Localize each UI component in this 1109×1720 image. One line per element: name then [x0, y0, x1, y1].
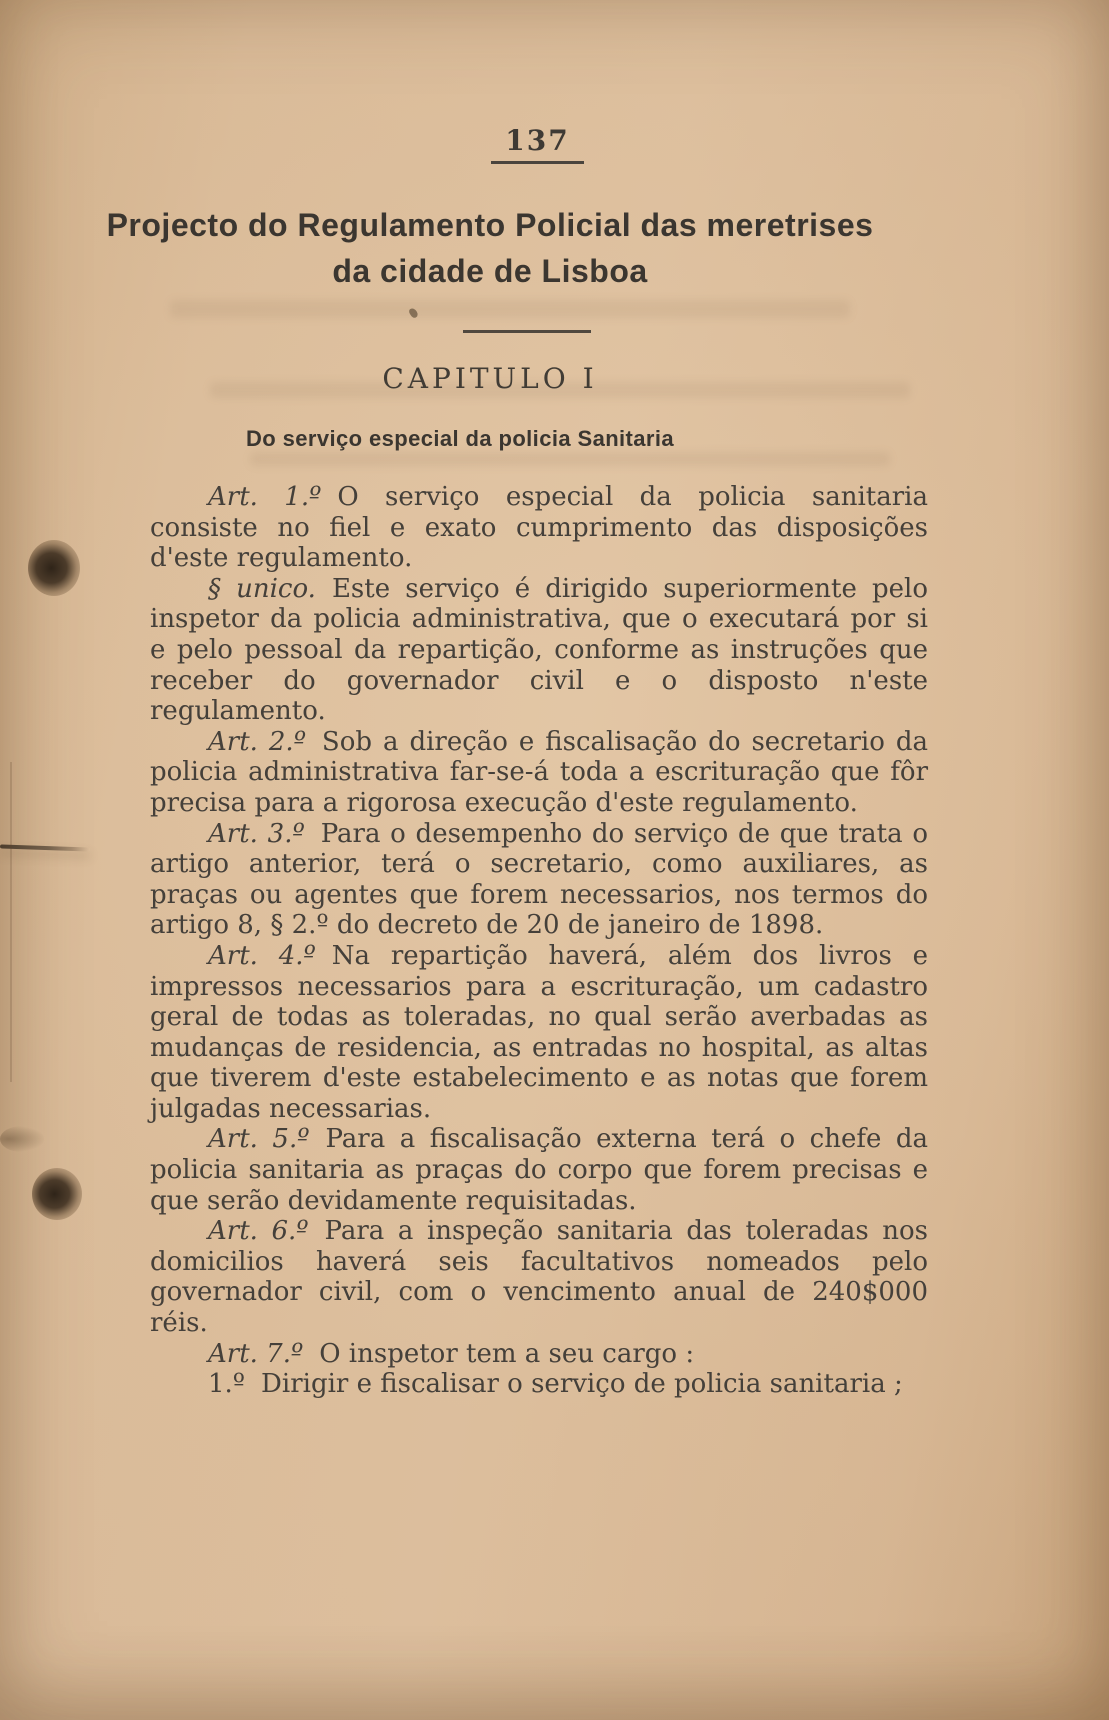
page-header [0, 124, 1075, 164]
article-body-text: O serviço especial da policia sanitaria consiste no fiel e exato cumprimento das disposições d'este regulamento. [150, 482, 928, 574]
ink-blot [28, 540, 80, 596]
page-fold-line [10, 762, 12, 1082]
ink-blot [32, 1168, 82, 1220]
scratch-mark [0, 844, 90, 851]
article-body-text: Para a inspeção sanitaria das toleradas nos domicilios haverá seis facultativos nomeados pelo governador civil, com o vencimento anual de 240$000 réis. [150, 1216, 929, 1339]
document-title-line2: da cidade de Lisboa [332, 253, 648, 289]
chapter-heading: CAPITULO I [382, 362, 598, 395]
article-text-block [150, 482, 928, 1400]
page-showthrough-smudge [170, 300, 850, 318]
article-lead: § unico. [208, 573, 316, 604]
article-lead: Art. 5.º [208, 1124, 310, 1155]
article-paragraph [150, 941, 928, 1125]
article-lead: Art. 1.º [208, 482, 322, 512]
section-heading: Do serviço especial da policia Sanitaria [245, 426, 675, 451]
article-lead: Art. 3.º [208, 818, 305, 849]
article-lead: 1.º [208, 1369, 246, 1400]
article-body-text: Sob a direção e fiscalisação do secretario da policia administrativa far-se-á toda a escrituração que fôr precisa para a rigorosa execução d'este regulamento. [150, 726, 929, 818]
article-paragraph [150, 1369, 928, 1400]
article-lead: Art. 2.º [208, 726, 306, 757]
article-paragraph [150, 727, 928, 819]
article-body-text: Para a fiscalisação externa terá o chefe da policia sanitaria as praças do corpo que forem precisas e que serão devidamente requisitadas. [150, 1124, 928, 1216]
article-lead: Art. 4.º [208, 940, 316, 971]
article-lead: Art. 7.º [208, 1338, 304, 1369]
document-title [60, 202, 920, 294]
page-showthrough-smudge [250, 452, 890, 466]
article-paragraph [150, 1216, 928, 1338]
article-paragraph [150, 574, 928, 727]
article-body-text: O inspetor tem a seu cargo : [319, 1338, 695, 1369]
edge-smudge [0, 1126, 44, 1152]
article-body-text: Na repartição haverá, além dos livros e impressos necessarios para a escrituração, um cadastro geral de todas as toleradas, no qual serão averbadas as mudanças de residencia, as entradas no hospital, as altas que tiverem d'este estabelecimento e as notas que forem julgadas necessarias. [150, 940, 928, 1124]
article-body-text: Este serviço é dirigido superiormente pelo inspetor da policia administrativa, que o executará por si e pelo pessoal da repartição, conforme as instruções que receber do governador civil e o disposto n'este regulamento. [150, 573, 928, 727]
article-paragraph [150, 1339, 928, 1370]
section-divider-rule [463, 330, 591, 333]
page-number: 137 [491, 124, 583, 164]
article-body-text: Dirigir e fiscalisar o serviço de policia sanitaria ; [261, 1369, 903, 1400]
article-paragraph [150, 1124, 928, 1216]
document-title-line1: Projecto do Regulamento Policial das meretrises [106, 207, 874, 243]
article-lead: Art. 6.º [208, 1216, 309, 1247]
article-paragraph [150, 482, 928, 574]
article-body-text: Para o desempenho do serviço de que trata o artigo anterior, terá o secretario, como auxiliares, as praças ou agentes que forem necessarios, nos termos do artigo 8, § 2.º do decreto de 20 de janeiro de 1898. [150, 818, 928, 941]
article-paragraph [150, 819, 928, 941]
